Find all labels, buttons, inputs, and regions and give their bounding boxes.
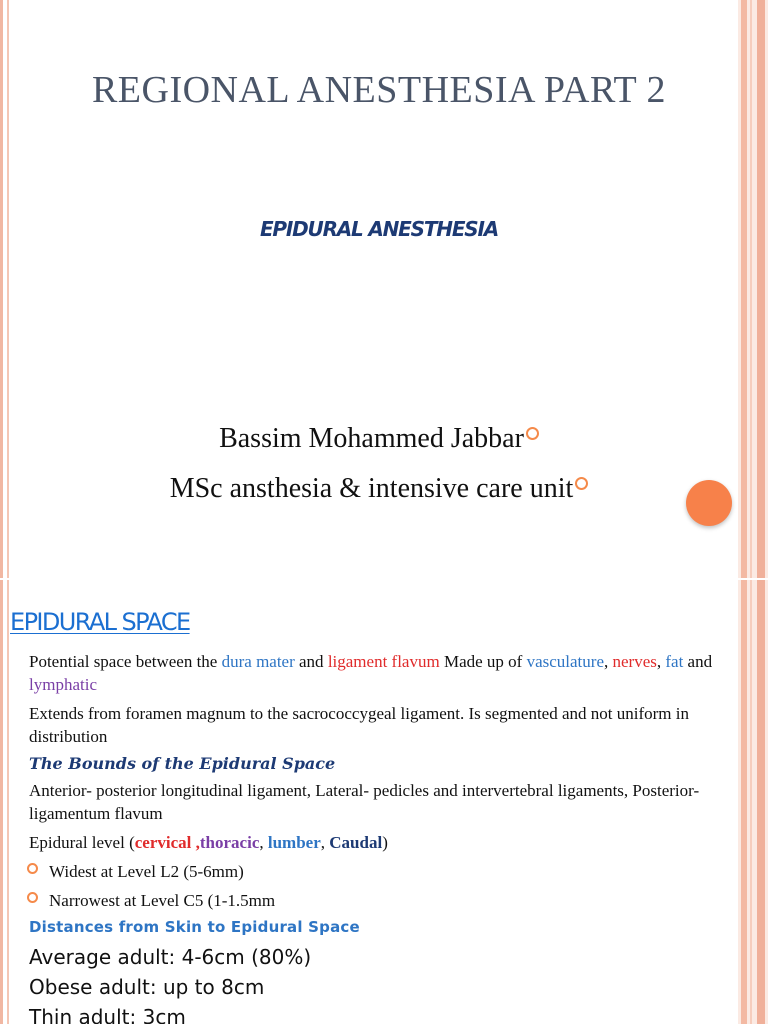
- text-span: ,: [656, 652, 666, 671]
- text-span: ,: [603, 652, 613, 671]
- distances-heading: Distances from Skin to Epidural Space: [29, 918, 360, 936]
- ring-bullet-icon: [27, 863, 38, 874]
- bounds-heading: The Bounds of the Epidural Space: [29, 754, 336, 773]
- term-ligament-flavum: ligament flavum: [327, 652, 440, 671]
- text-span: ): [382, 833, 388, 852]
- distance-average-adult: Average adult: 4-6cm (80%): [29, 945, 312, 969]
- text-span: ,: [195, 833, 200, 852]
- right-border-stripe: [738, 0, 768, 578]
- paragraph-bounds: Anterior- posterior longitudinal ligament, Lateral- pedicles and intervertebral ligaments, Posterior- ligamentum flavum: [29, 781, 700, 823]
- term-dura-mater: dura mater: [221, 652, 295, 671]
- author-credential: MSc ansthesia & intensive care unit: [169, 473, 574, 504]
- ring-bullet-icon: [575, 477, 588, 490]
- author-name: Bassim Mohammed Jabbar: [219, 423, 524, 454]
- left-border: [0, 0, 10, 578]
- text-span: Potential space between the: [29, 652, 222, 671]
- paragraph-extends: Extends from foramen magnum to the sacrococcygeal ligament. Is segmented and not uniform in distribution: [29, 704, 689, 746]
- author-name-line: [20, 423, 738, 455]
- list-item: [27, 889, 739, 912]
- list-item-text: Narrowest at Level C5 (1-1.5mm: [49, 891, 276, 910]
- section-heading: EPIDURAL SPACE: [10, 608, 190, 636]
- term-nerves: nerves: [612, 652, 657, 671]
- text-span: and: [294, 652, 328, 671]
- paragraph-potential-space: [29, 650, 741, 696]
- right-border-stripe: [738, 580, 768, 1024]
- slide-title: REGIONAL ANESTHESIA PART 2: [91, 69, 667, 111]
- text-span: Made up of: [439, 652, 527, 671]
- term-fat: fat: [665, 652, 684, 671]
- distance-thin-adult: Thin adult: 3cm: [29, 1005, 186, 1024]
- term-lymphatic: lymphatic: [29, 675, 97, 694]
- ring-bullet-icon: [526, 427, 539, 440]
- author-credential-line: [20, 473, 738, 505]
- text-span: Epidural level (: [29, 833, 135, 852]
- content-slide: [0, 580, 768, 1024]
- list-item: [27, 860, 739, 883]
- text-span: and: [683, 652, 713, 671]
- level-cervical: cervical: [134, 833, 196, 852]
- orange-circle-icon: [686, 480, 732, 526]
- text-span: ,: [259, 833, 268, 852]
- left-border: [0, 580, 10, 1024]
- text-span: ,: [320, 833, 330, 852]
- level-lumber: lumber: [267, 833, 321, 852]
- term-vasculature: vasculature: [526, 652, 604, 671]
- level-thoracic: thoracic: [199, 833, 260, 852]
- ring-bullet-icon: [27, 892, 38, 903]
- slide-body: [29, 650, 741, 1024]
- list-item-text: Widest at Level L2 (5-6mm): [49, 862, 244, 881]
- paragraph-epidural-level: [29, 831, 741, 854]
- slide-subtitle: EPIDURAL ANESTHESIA: [259, 217, 499, 241]
- level-caudal: Caudal: [329, 833, 383, 852]
- distance-obese-adult: Obese adult: up to 8cm: [29, 975, 265, 999]
